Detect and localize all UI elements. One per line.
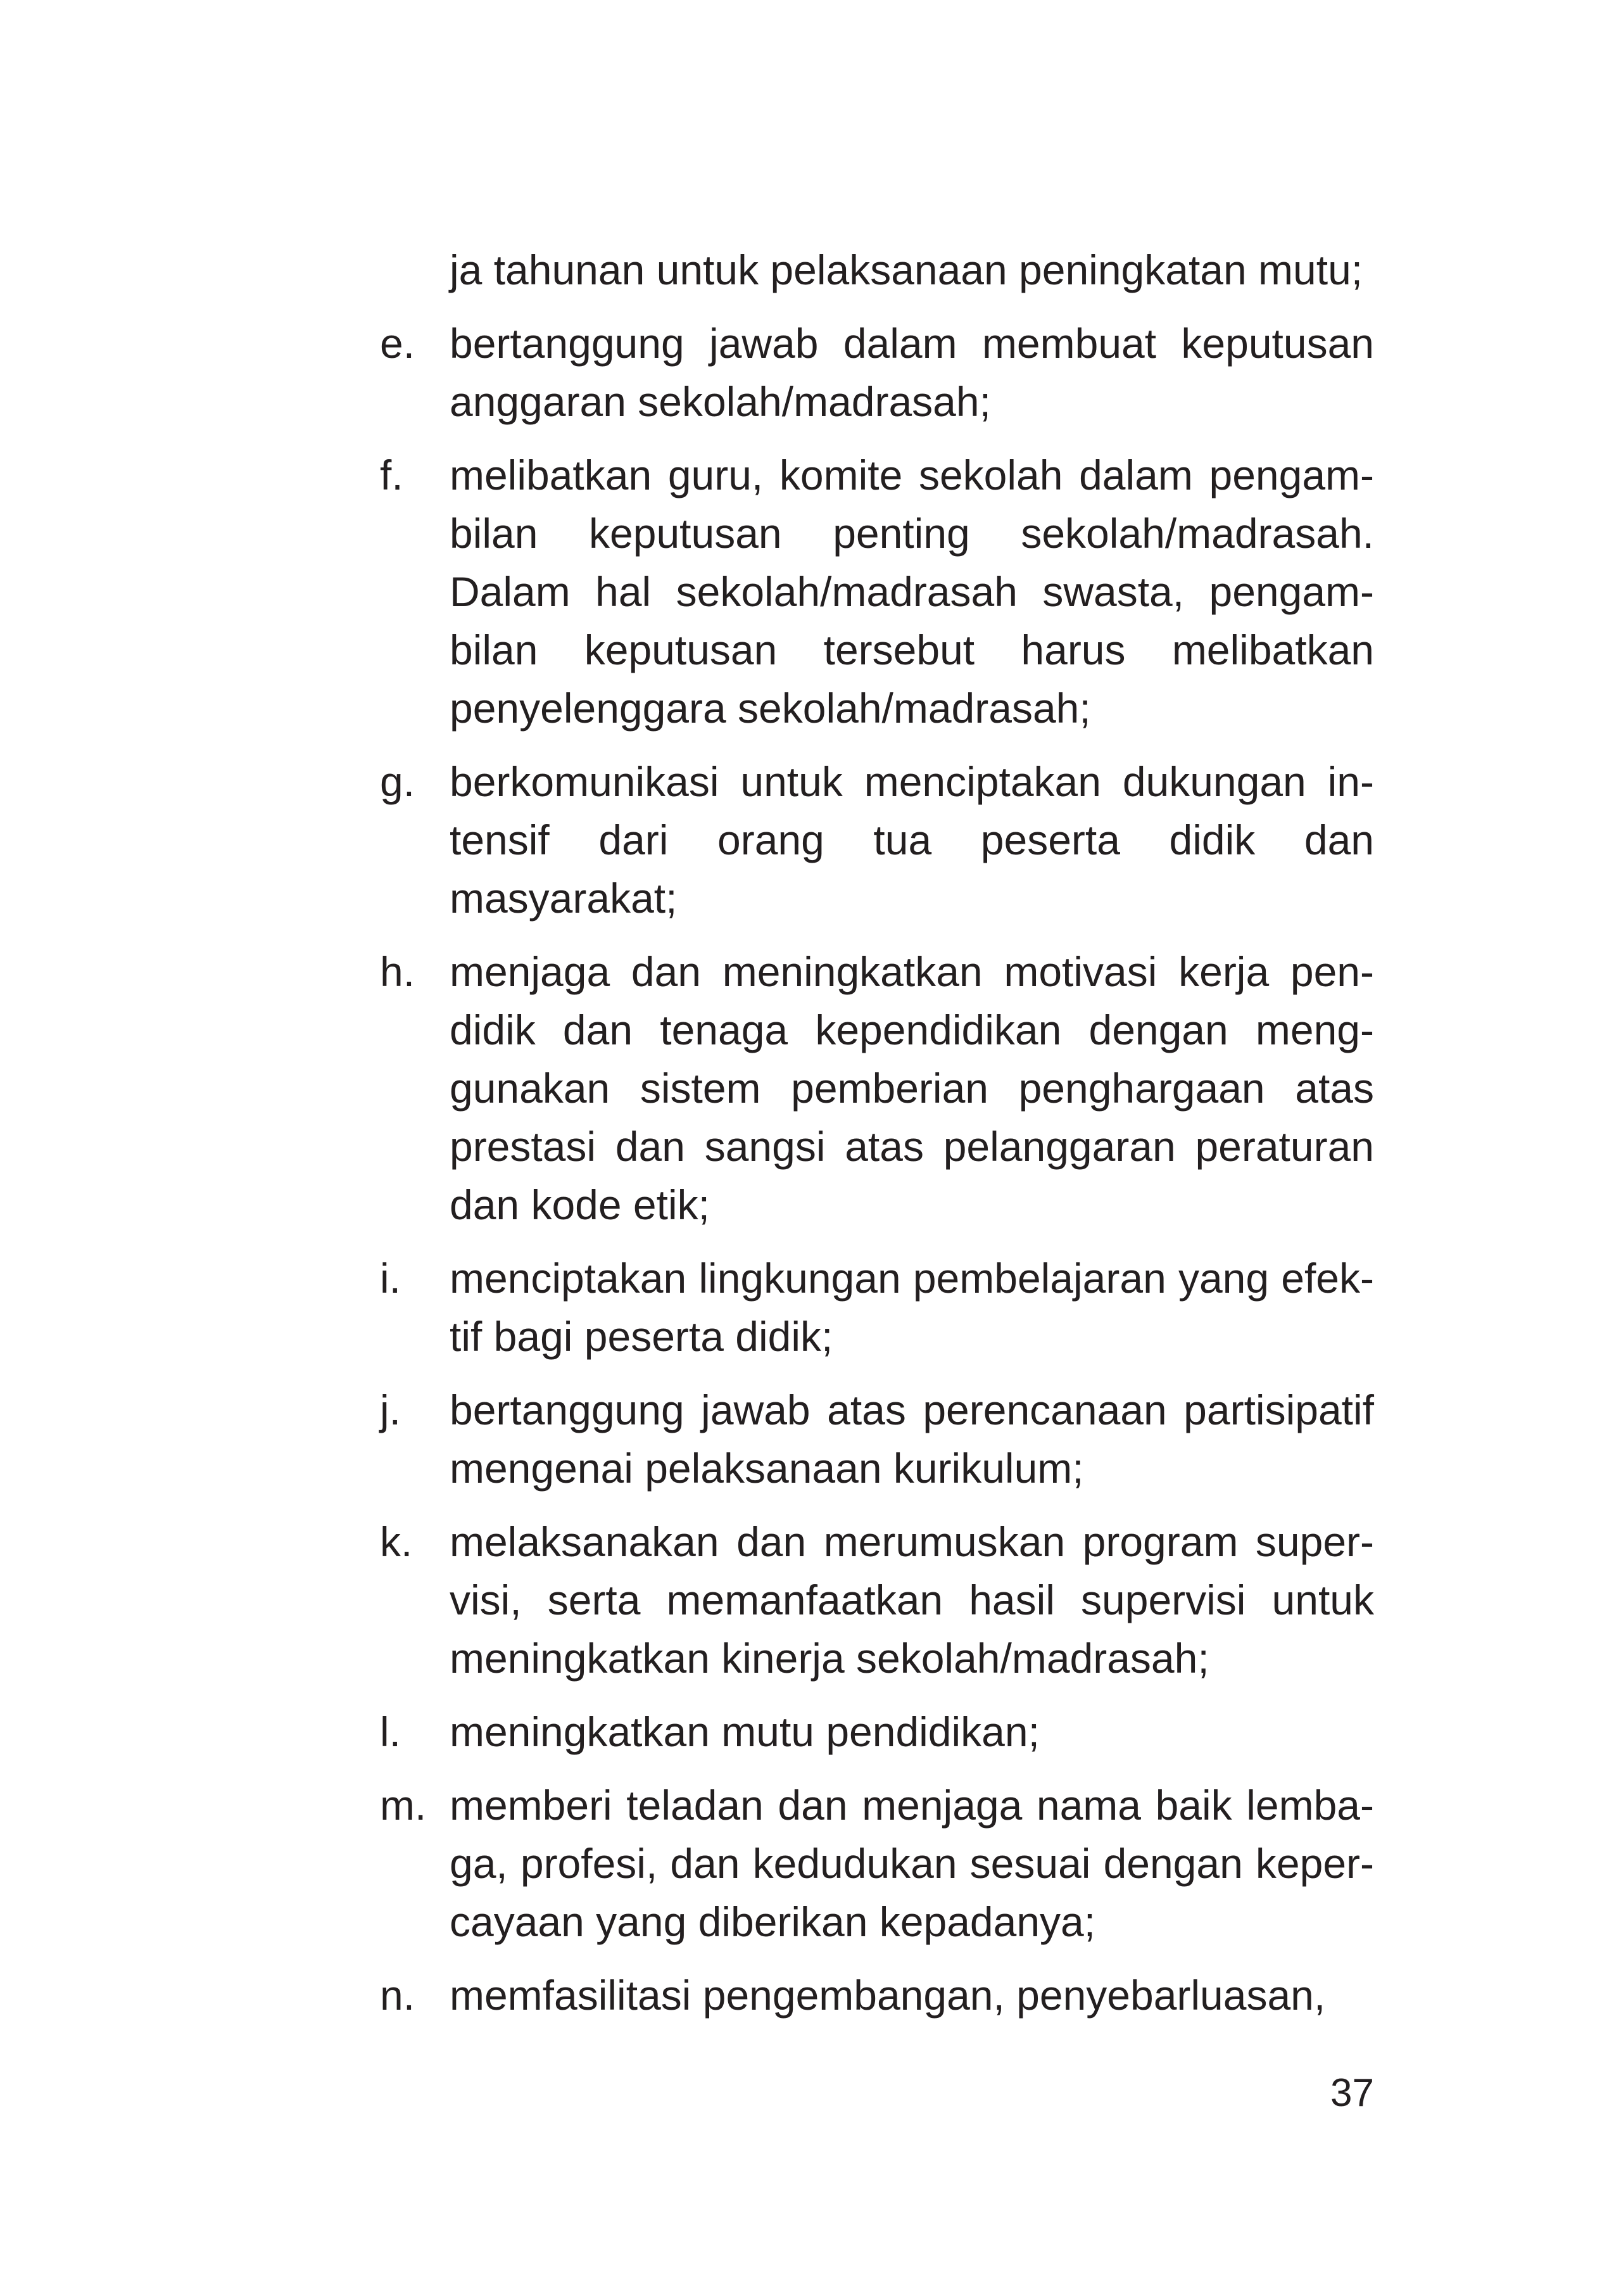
list-marker: i. (380, 1255, 401, 1302)
list-item-j (380, 1381, 1374, 1497)
list-marker: n. (380, 1972, 415, 2019)
list-item-i (380, 1249, 1374, 1366)
list-item-f (380, 446, 1374, 737)
list-item-text: berkomunikasi untuk menciptakan dukungan intensif dari orang tua peserta didik dan masyarakat; (450, 758, 1374, 922)
list-marker: e. (380, 320, 415, 367)
list-marker: k. (380, 1518, 413, 1565)
list-item-text: meningkatkan mutu pendidikan; (450, 1708, 1040, 1755)
list-marker: f. (380, 452, 403, 498)
list-item-text: bertanggung jawab dalam membuat keputusan anggaran sekolah/madrasah; (450, 320, 1374, 425)
list-item-g (380, 752, 1374, 927)
list-item-text: memberi teladan dan menjaga nama baik lembaga, profesi, dan kedudukan sesuai dengan kepercayaan yang diberikan kepadanya; (450, 1782, 1374, 1945)
list-item-text: bertanggung jawab atas perencanaan partisipatif mengenai pelaksanaan kurikulum; (450, 1386, 1374, 1492)
list-item-l (380, 1703, 1374, 1761)
list-item-text: memfasilitasi pengembangan, penyebarluasan, (450, 1972, 1326, 2019)
list-marker: g. (380, 758, 415, 805)
list-item-e (380, 314, 1374, 431)
list-item-m (380, 1776, 1374, 1951)
body-text (380, 241, 1374, 2039)
list-item-text: menciptakan lingkungan pembelajaran yang efektif bagi peserta didik; (450, 1255, 1374, 1360)
list-marker: m. (380, 1782, 427, 1829)
list-item-text: melaksanakan dan merumuskan program supervisi, serta memanfaatkan hasil supervisi untuk meningkatkan kinerja sekolah/madrasah; (450, 1518, 1374, 1682)
list-marker: j. (380, 1386, 401, 1433)
list-item-h (380, 942, 1374, 1234)
list-marker: h. (380, 948, 415, 995)
list-item-k (380, 1513, 1374, 1687)
list-item-text: melibatkan guru, komite sekolah dalam pengambilan keputusan penting sekolah/madrasah. Dalam hal sekolah/madrasah swasta, pengambilan keputusan tersebut harus melibatkan penyelenggara sekolah/madrasah; (450, 452, 1374, 732)
list-item-text: menjaga dan meningkatkan motivasi kerja pendidik dan tenaga kependidikan dengan menggunakan sistem pemberian penghargaan atas prestasi dan sangsi atas pelanggaran peraturan dan kode etik; (450, 948, 1374, 1228)
list-marker: l. (380, 1708, 401, 1755)
list-item-n (380, 1966, 1374, 2024)
continuation-line: ja tahunan untuk pelaksanaan peningkatan mutu; (450, 246, 1363, 293)
page-number: 37 (1330, 2071, 1374, 2115)
